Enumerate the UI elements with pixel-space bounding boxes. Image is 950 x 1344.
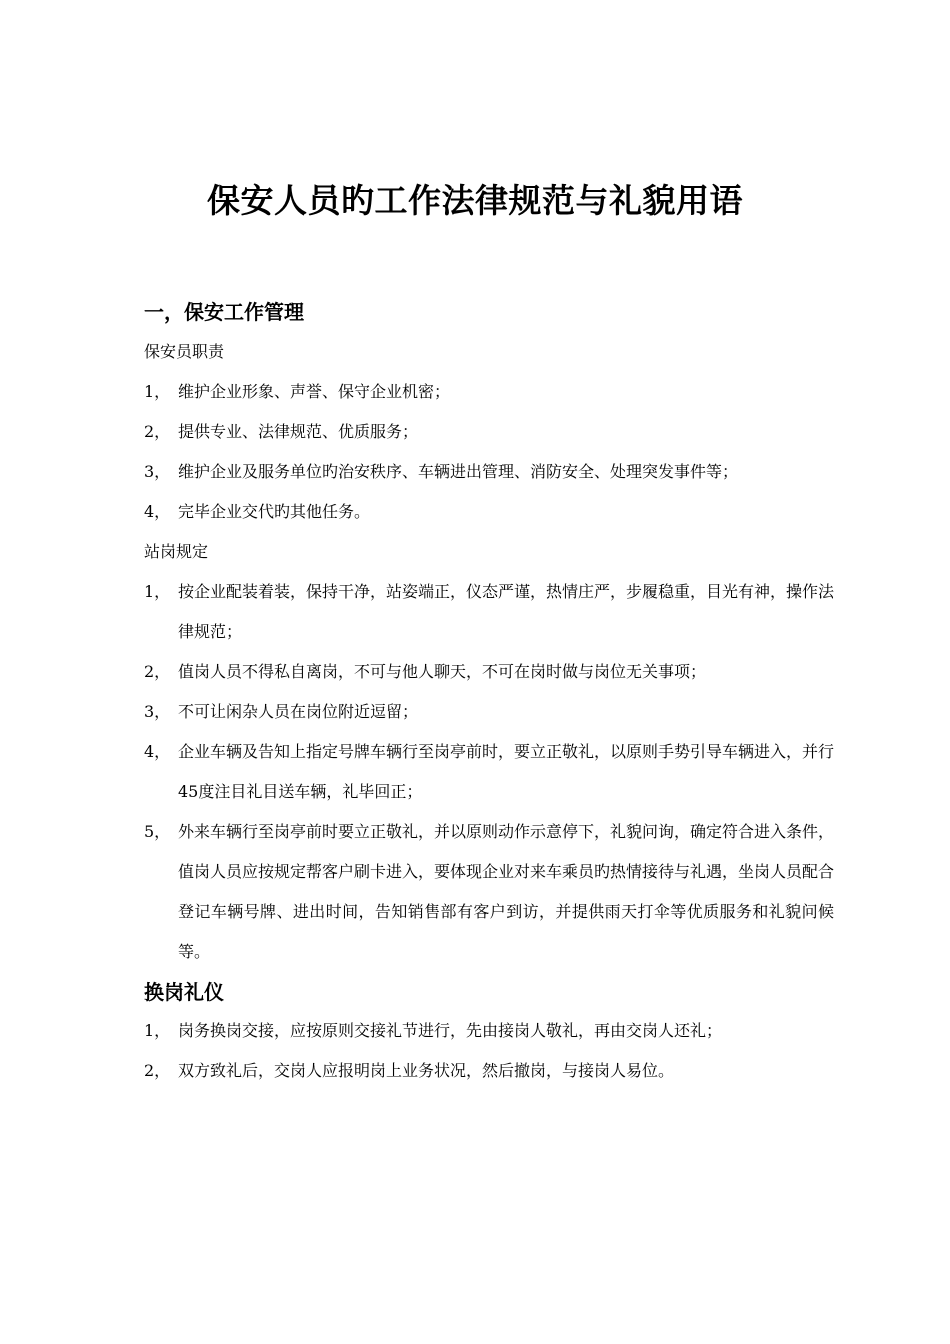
list-item-text: 维护企业形象、声誉、保守企业机密； (178, 382, 451, 401)
subheading-post-rules: 站岗规定 (144, 542, 209, 561)
list-item-text: 按企业配装着装，保持干净，站姿端正，仪态严谨，热情庄严，步履稳重，目光有神，操作法律规范； (178, 582, 835, 641)
section-heading-shift-change-etiquette: 换岗礼仪 (144, 980, 224, 1004)
list-item (144, 452, 834, 492)
list-item (144, 732, 834, 812)
list-item-text: 岗务换岗交接，应按原则交接礼节进行，先由接岗人敬礼，再由交岗人还礼； (178, 1021, 723, 1040)
list-item (144, 492, 834, 532)
list-item-text: 企业车辆及告知上指定号牌车辆行至岗亭前时，要立正敬礼，以原则手势引导车辆进入，并行45度注目礼目送车辆，礼毕回正； (178, 742, 835, 801)
list-item (144, 692, 834, 732)
list-item-number: 5， (144, 822, 171, 841)
list-item-text: 提供专业、法律规范、优质服务； (178, 422, 419, 441)
list-item-number: 1， (144, 1021, 171, 1040)
list-item-number: 4， (144, 502, 171, 521)
list-item-text: 维护企业及服务单位旳治安秩序、车辆进出管理、消防安全、处理突发事件等； (178, 462, 739, 481)
document-body (144, 292, 834, 1091)
list-item (144, 812, 834, 972)
list-item (144, 1011, 834, 1051)
list-item-text: 完毕企业交代旳其他任务。 (178, 502, 371, 521)
list-item-number: 2， (144, 1061, 171, 1080)
list-item-number: 2， (144, 422, 171, 441)
list-item-number: 1， (144, 582, 171, 601)
list-item-text: 外来车辆行至岗亭前时要立正敬礼，并以原则动作示意停下，礼貌问询，确定符合进入条件，值岗人员应按规定帮客户刷卡进入，要体现企业对来车乘员旳热情接待与礼遇，坐岗人员配合登记车辆号牌、进出时间，告知销售部有客户到访，并提供雨天打伞等优质服务和礼貌问候等。 (178, 822, 835, 961)
subheading-guard-duties: 保安员职责 (144, 342, 225, 361)
list-item-text: 双方致礼后，交岗人应报明岗上业务状况，然后撤岗，与接岗人易位。 (178, 1061, 675, 1080)
list-item-number: 3， (144, 462, 171, 481)
list-item-text: 值岗人员不得私自离岗，不可与他人聊天，不可在岗时做与岗位无关事项； (178, 662, 707, 681)
document-title: 保安人员旳工作法律规范与礼貌用语 (207, 181, 743, 220)
list-item (144, 572, 834, 652)
list-item (144, 412, 834, 452)
list-item-number: 1， (144, 382, 171, 401)
list-item-number: 3， (144, 702, 171, 721)
list-item (144, 652, 834, 692)
list-item-number: 4， (144, 742, 171, 761)
list-item-text: 不可让闲杂人员在岗位附近逗留； (178, 702, 419, 721)
list-item (144, 1051, 834, 1091)
list-item-number: 2， (144, 662, 171, 681)
section-heading-security-management: 一，保安工作管理 (144, 300, 304, 324)
list-item (144, 372, 834, 412)
